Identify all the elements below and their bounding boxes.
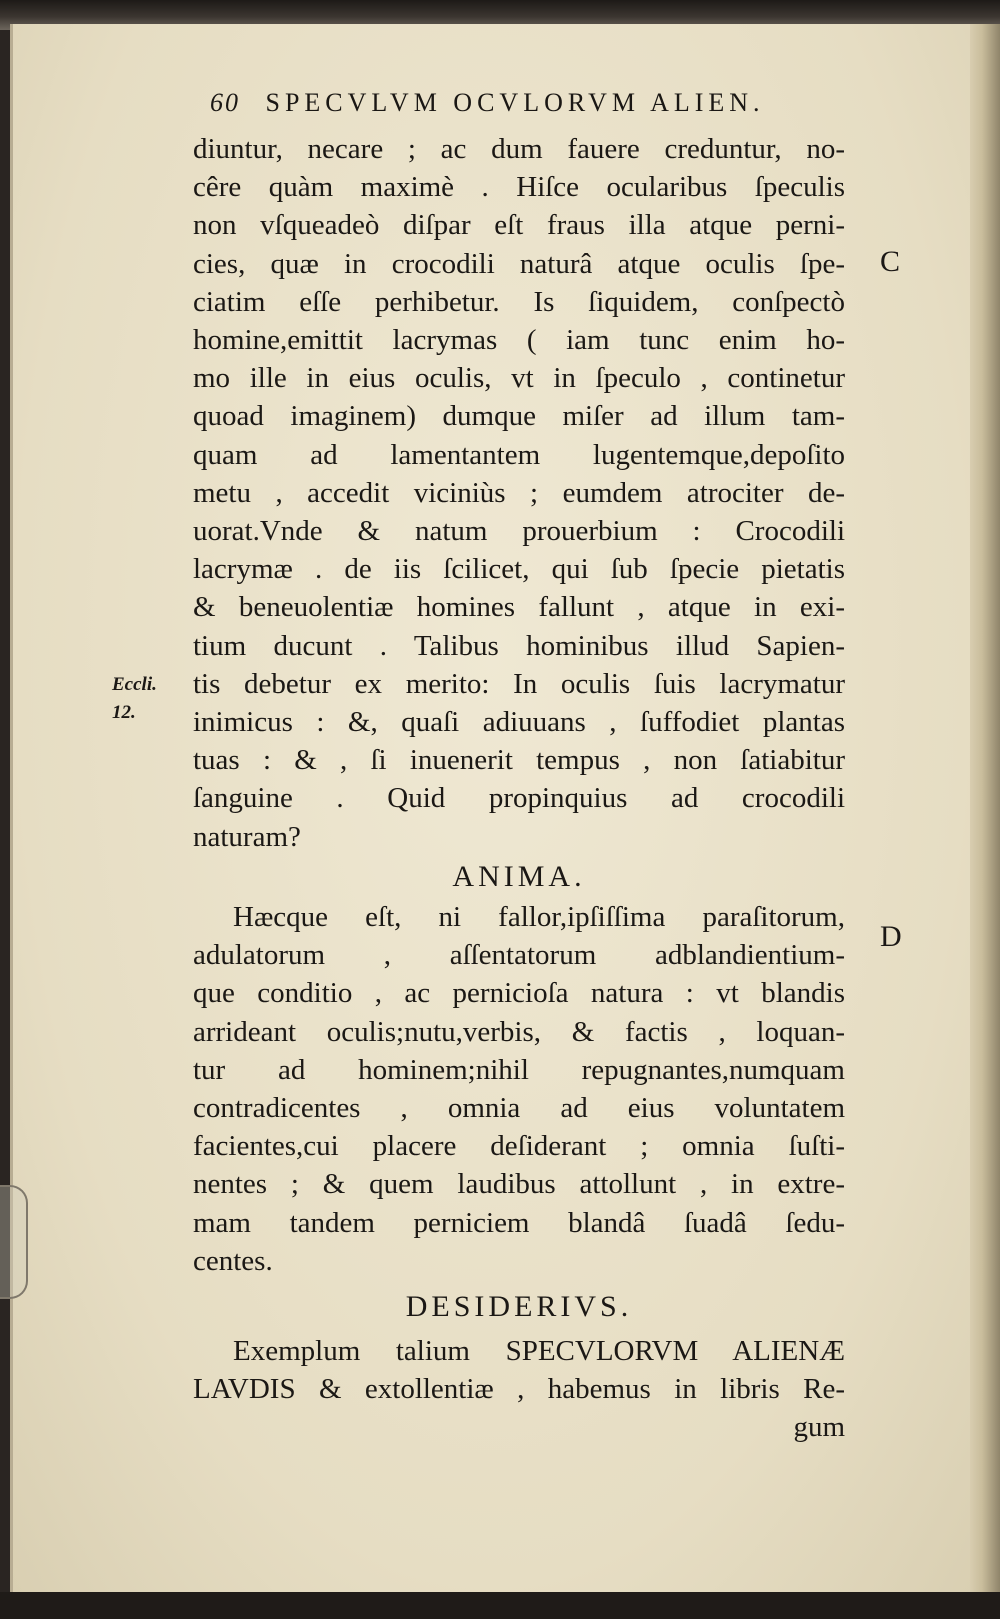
text-line: mo ille in eius oculis, vt in ſpeculo , continetur	[193, 362, 845, 395]
text-line: inimicus : &, quaſi adiuuans , ſuffodiet plantas	[193, 706, 845, 739]
text-line: que conditio , ac pernicioſa natura : vt blandis	[193, 977, 845, 1010]
text-line: homine,emittit lacrymas ( iam tunc enim ho-	[193, 324, 845, 357]
text-line: metu , accedit viciniùs ; eumdem atrociter de-	[193, 476, 845, 509]
text-line: cies, quæ in crocodili naturâ atque oculis ſpe-	[193, 247, 845, 280]
margin-section-letter-d: D	[880, 920, 902, 953]
paragraph-example	[193, 1332, 845, 1447]
text-line: adulatorum , aſſentatorum adblandientium-	[193, 939, 845, 972]
text-line: Exemplum talium SPECVLORVM ALIENÆ	[233, 1335, 845, 1367]
margin-section-letter-c: C	[880, 245, 901, 278]
clip-mark	[0, 1185, 28, 1299]
text-line: nentes ; & quem laudibus attollunt , in extre-	[193, 1168, 845, 1201]
text-line: & beneuolentiæ homines fallunt , atque in exi-	[193, 591, 845, 624]
margin-reference-chapter: 12.	[112, 702, 136, 723]
text-line: ciatim eſſe perhibetur. Is ſiquidem, conſpectò	[193, 285, 845, 318]
margin-reference-book: Eccli.	[112, 674, 157, 695]
book-bottom-edge	[0, 1592, 1000, 1619]
running-head	[210, 88, 840, 118]
text-line: LAVDIS & extollentiæ , habemus in libris Re-	[193, 1373, 845, 1406]
text-line: diuntur, necare ; ac dum fauere creduntur, no-	[193, 133, 845, 165]
text-line: arrideant oculis;nutu,verbis, & factis , loquan-	[193, 1015, 845, 1048]
section-heading-anima: ANIMA.	[452, 860, 586, 893]
section-heading-desiderius: DESIDERIVS.	[405, 1290, 633, 1323]
text-line: tur ad hominem;nihil repugnantes,numquam	[193, 1053, 845, 1086]
text-line: quoad imaginem) dumque miſer ad illum tam-	[193, 400, 845, 433]
text-line: naturam?	[193, 820, 301, 853]
text-line: tuas : & , ſi inuenerit tempus , non ſatiabitur	[193, 744, 845, 777]
paragraph-crocodile	[193, 130, 845, 856]
text-line: cêre quàm maximè . Hiſce ocularibus ſpeculis	[193, 171, 845, 204]
text-line: lacrymæ . de iis ſcilicet, qui ſub ſpecie pietatis	[193, 553, 845, 586]
text-line: contradicentes , omnia ad eius voluntatem	[193, 1092, 845, 1125]
catchword: gum	[793, 1411, 845, 1444]
facing-page-edge	[970, 24, 1000, 1592]
text-line: centes.	[193, 1244, 273, 1277]
text-line: ſanguine . Quid propinquius ad crocodili	[193, 782, 845, 815]
text-line: quam ad lamentantem lugentemque,depoſito	[193, 438, 845, 471]
text-line: tis debetur ex merito: In oculis ſuis lacrymatur	[193, 667, 845, 700]
text-line: facientes,cui placere deſiderant ; omnia ſuſti-	[193, 1130, 845, 1163]
page-number: 60	[210, 88, 240, 117]
text-line: uorat.Vnde & natum prouerbium : Crocodili	[193, 515, 845, 548]
text-line: tium ducunt . Talibus hominibus illud Sapien-	[193, 629, 845, 662]
paragraph-flatterers	[193, 898, 845, 1280]
running-title: SPECVLVM OCVLORVM ALIEN.	[265, 88, 765, 117]
text-line: Hæcque eſt, ni fallor,ipſiſſima paraſitorum,	[233, 901, 845, 933]
text-line: non vſqueadeò diſpar eſt fraus illa atque perni-	[193, 209, 845, 242]
text-line: mam tandem perniciem blandâ ſuadâ ſedu-	[193, 1206, 845, 1239]
